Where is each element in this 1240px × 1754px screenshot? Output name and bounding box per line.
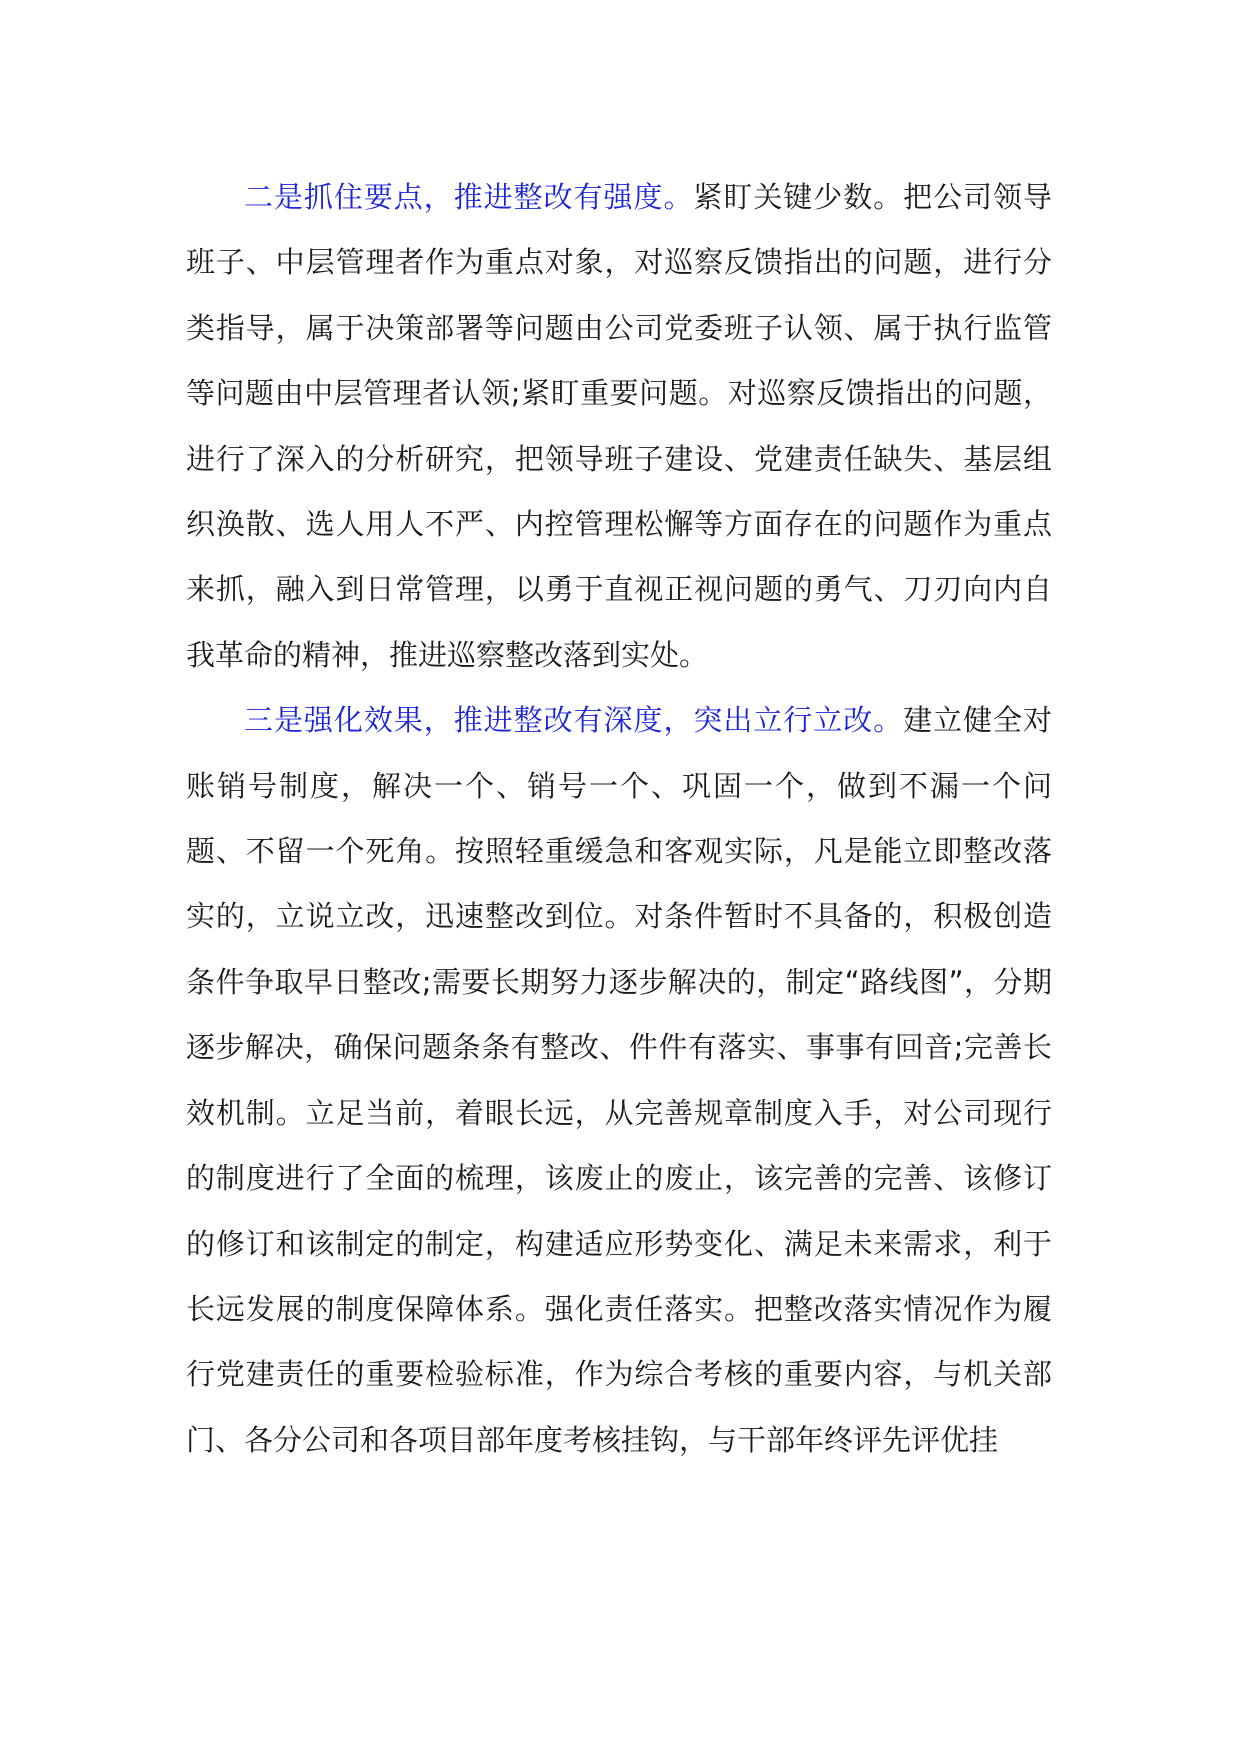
paragraph-key-points <box>186 165 1052 688</box>
paragraph-body-text: 建立健全对账销号制度，解决一个、销号一个、巩固一个，做到不漏一个问题、不留一个死角。按照轻重缓急和客观实际，凡是能立即整改落实的，立说立改，迅速整改到位。对条件暂时不具备的，积极创造条件争取早日整改;需要长期努力逐步解决的，制定“路线图”，分期逐步解决，确保问题条条有整改、件件有落实、事事有回音;完善长效机制。立足当前，着眼长远，从完善规章制度入手，对公司现行的制度进行了全面的梳理，该废止的废止，该完善的完善、该修订的修订和该制定的制定，构建适应形势变化、满足未来需求，利于长远发展的制度保障体系。强化责任落实。把整改落实情况作为履行党建责任的重要检验标准，作为综合考核的重要内容，与机关部门、各分公司和各项目部年度考核挂钩，与干部年终评先评优挂 <box>186 703 1052 1457</box>
paragraph-lead-heading: 二是抓住要点，推进整改有强度。 <box>244 180 694 214</box>
paragraph-body-text: 紧盯关键少数。把公司领导班子、中层管理者作为重点对象，对巡察反馈指出的问题，进行分类指导，属于决策部署等问题由公司党委班子认领、属于执行监管等问题由中层管理者认领;紧盯重要问题。对巡察反馈指出的问题，进行了深入的分析研究，把领导班子建设、党建责任缺失、基层组织涣散、选人用人不严、内控管理松懈等方面存在的问题作为重点来抓，融入到日常管理，以勇于直视正视问题的勇气、刀刃向内自我革命的精神，推进巡察整改落到实处。 <box>186 180 1052 672</box>
paragraph-lead-heading: 三是强化效果，推进整改有深度，突出立行立改。 <box>244 703 904 738</box>
document-body <box>186 165 1052 1473</box>
paragraph-strengthen-effect <box>186 688 1052 1473</box>
